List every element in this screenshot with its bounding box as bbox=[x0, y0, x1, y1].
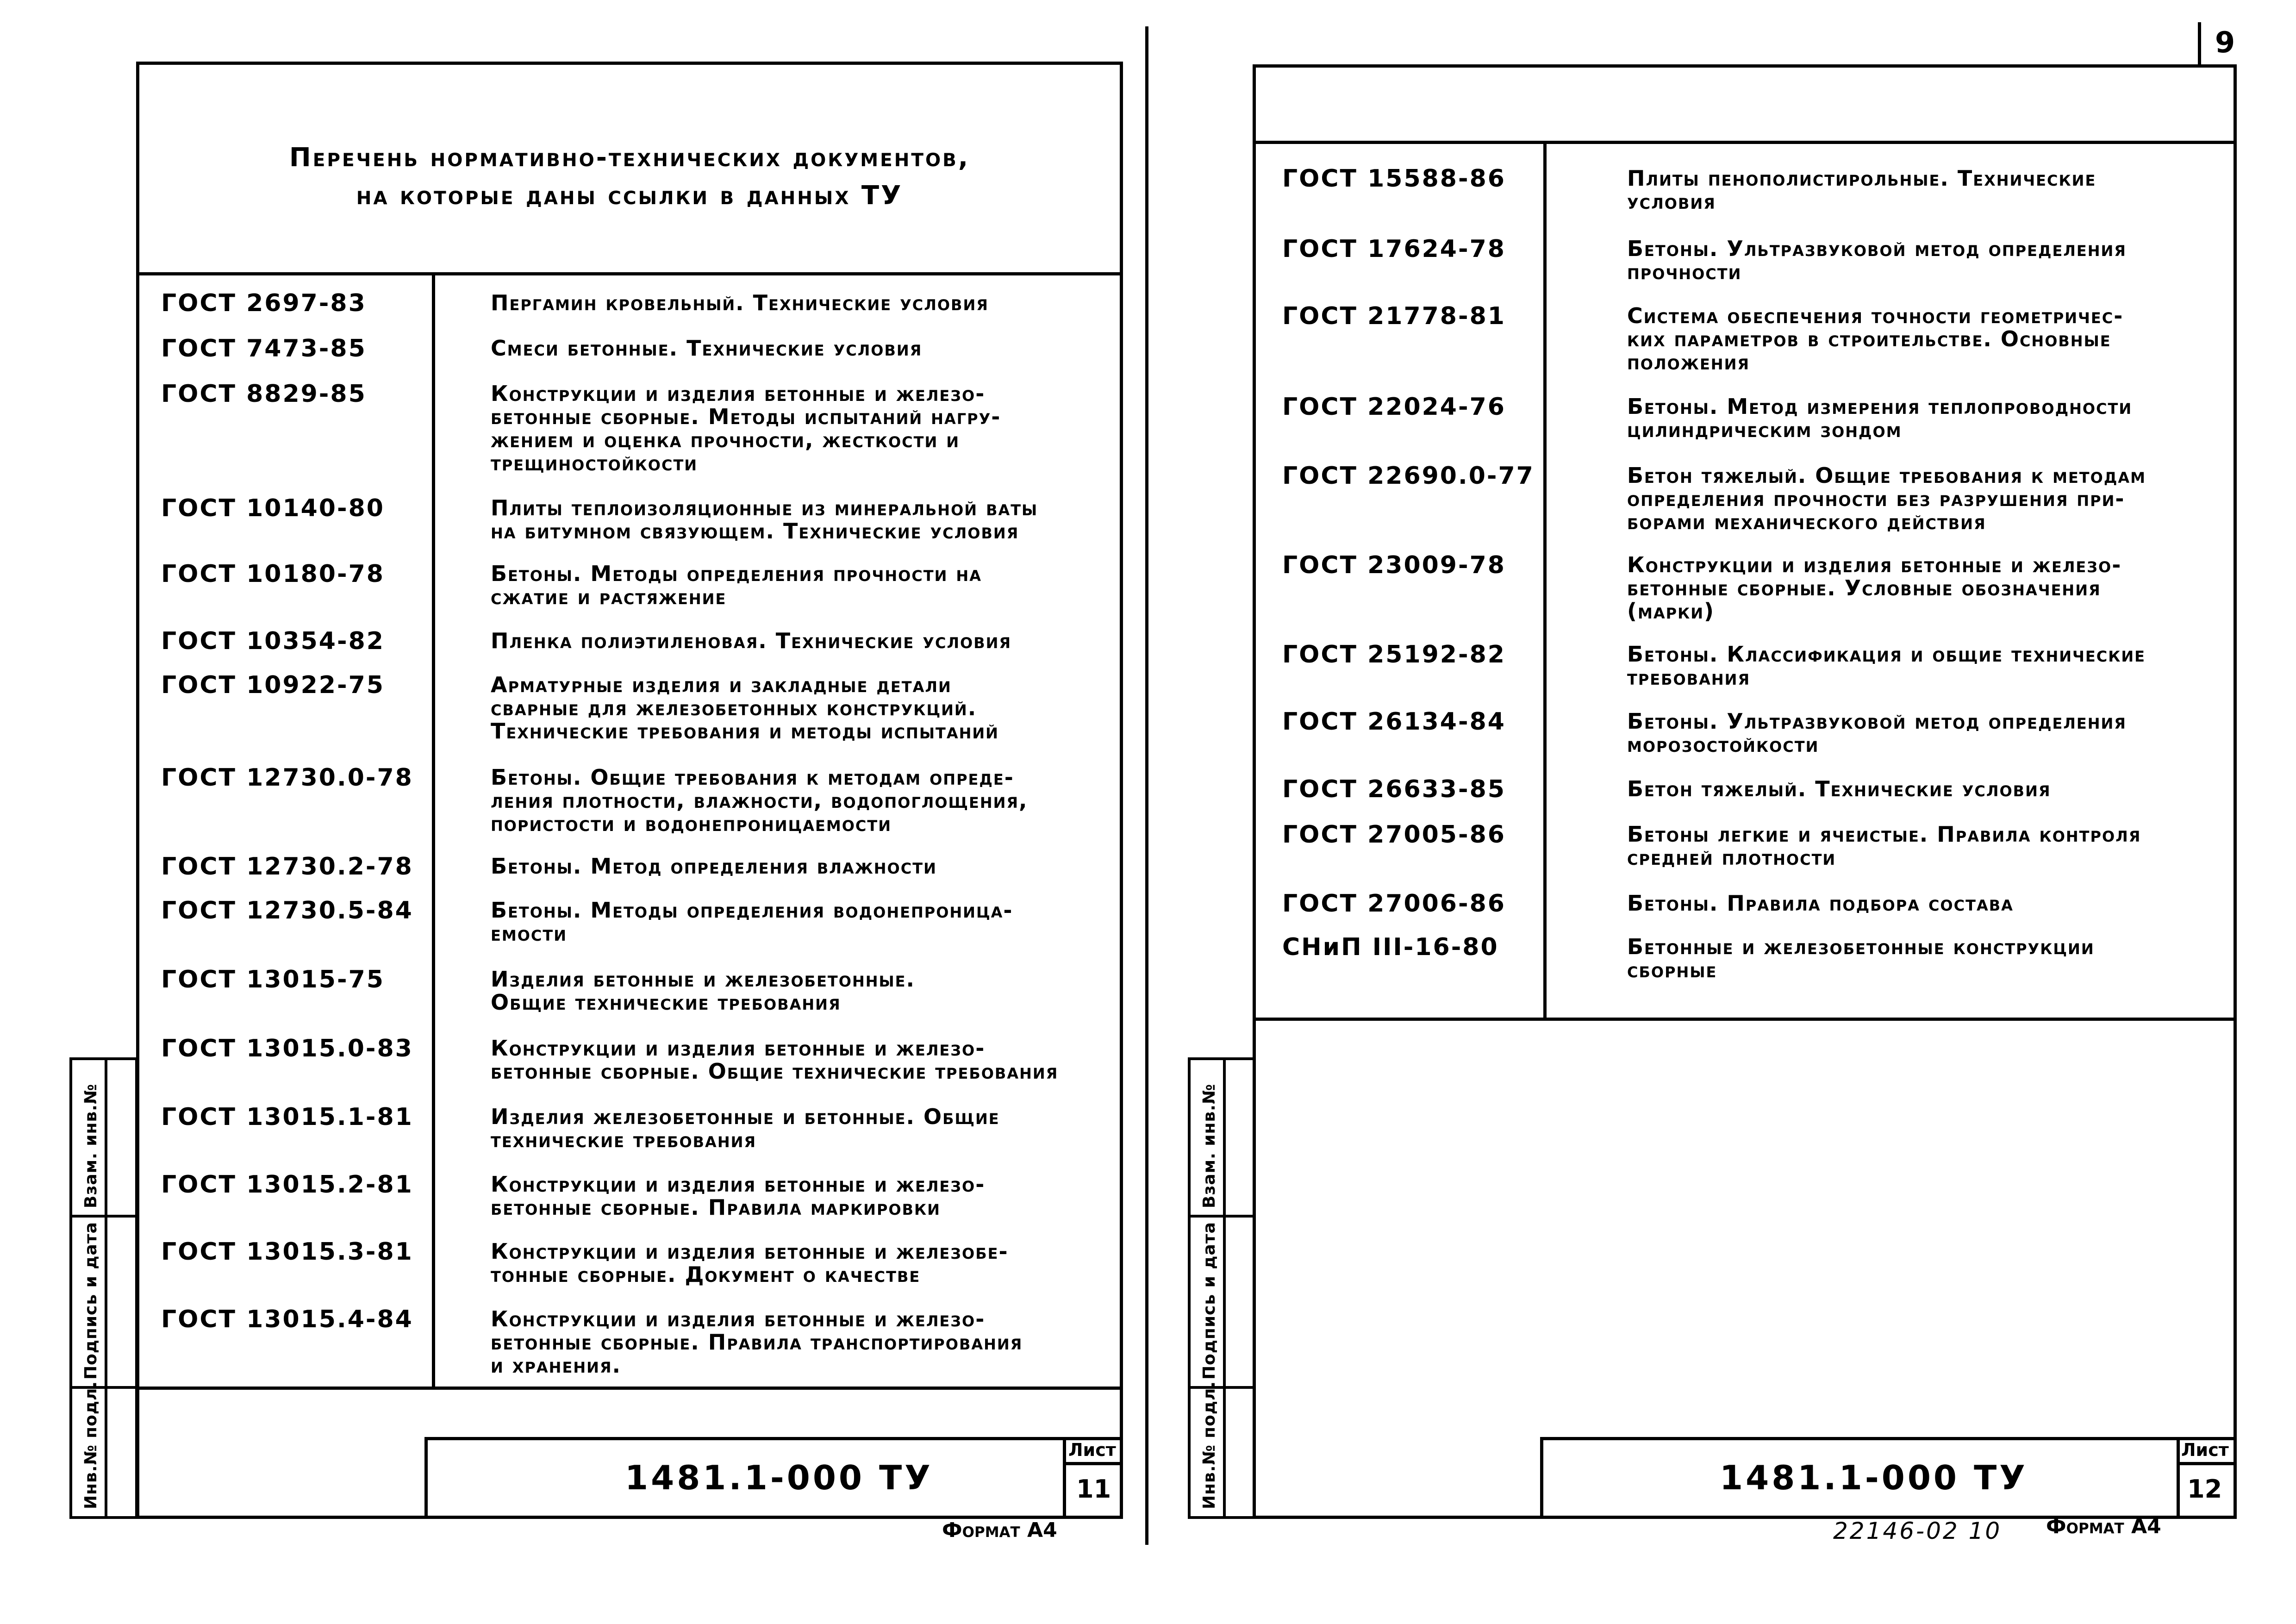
document-title-cell: Бетоны. Метод измерения теплопроводности цилиндрическим зондом bbox=[1627, 394, 2133, 442]
document-title-cell: Бетоны. Общие требования к методам опреде- ления плотности, влажности, водопоглощения, пористости и водонепроницаемости bbox=[491, 765, 1028, 836]
document-title-cell: Бетон тяжелый. Технические условия bbox=[1627, 776, 2051, 801]
document-code: ГОСТ 22690.0-77 bbox=[1282, 462, 1535, 490]
document-code: СНиП III-16-80 bbox=[1282, 933, 1499, 961]
document-title-cell: Бетоны. Методы определения водонепроница- емости bbox=[491, 898, 1013, 946]
document-code: ГОСТ 10180-78 bbox=[161, 560, 385, 588]
document-code: ГОСТ 23009-78 bbox=[1282, 551, 1506, 579]
sheet-number: 12 bbox=[2187, 1474, 2222, 1504]
side-stamp-divider bbox=[105, 1060, 107, 1516]
sheet-number: 11 bbox=[1076, 1474, 1111, 1504]
document-code: ГОСТ 7473-85 bbox=[161, 335, 367, 362]
archive-number: 22146-02 10 bbox=[1833, 1518, 2002, 1544]
table-bottom-line bbox=[136, 1387, 1123, 1390]
side-label-vzam: Взам. инв.№ bbox=[81, 1083, 100, 1208]
document-code: ГОСТ 17624-78 bbox=[1282, 235, 1506, 263]
document-code: ГОСТ 8829-85 bbox=[161, 380, 367, 408]
document-title-cell: Бетоны. Методы определения прочности на сжатие и растяжение bbox=[491, 561, 982, 609]
document-code: ГОСТ 13015.1-81 bbox=[161, 1103, 413, 1131]
table-column-divider bbox=[432, 272, 435, 1389]
document-title-cell: Конструкции и изделия бетонные и железо- бетонные сборные. Общие технические требования bbox=[491, 1036, 1059, 1084]
document-title-cell: Бетонные и железобетонные конструкции сборные bbox=[1627, 934, 2095, 982]
document-code: ГОСТ 21778-81 bbox=[1282, 302, 1506, 330]
document-title: Перечень нормативно-технических документов, на которые даны ссылки в данных ТУ bbox=[289, 143, 970, 211]
table-bottom-line bbox=[1253, 1018, 2237, 1021]
document-code: ГОСТ 13015.4-84 bbox=[161, 1305, 413, 1333]
side-label-podpis: Подпись и дата bbox=[81, 1222, 100, 1380]
document-code: ГОСТ 27006-86 bbox=[1282, 890, 1506, 918]
document-code: ГОСТ 2697-83 bbox=[161, 289, 367, 317]
document-code: ГОСТ 26134-84 bbox=[1282, 708, 1506, 736]
document-title-cell: Плиты пенополистирольные. Технические условия bbox=[1627, 166, 2096, 214]
title-block-divider bbox=[2177, 1437, 2180, 1519]
title-block-sheet-line bbox=[1063, 1462, 1123, 1465]
document-title-cell: Конструкции и изделия бетонные и железо- бетонные сборные. Правила транспортирования и хранения. bbox=[491, 1306, 1023, 1378]
right-side-stamp bbox=[1188, 1057, 1255, 1519]
document-code: ГОСТ 12730.5-84 bbox=[161, 897, 413, 924]
side-cell-podpis bbox=[72, 1218, 135, 1389]
document-code: ГОСТ 25192-82 bbox=[1282, 641, 1506, 668]
table-column-divider bbox=[1543, 141, 1547, 1020]
document-title-cell: Система обеспечения точности геометричес- ких параметров в строительстве. Основные положения bbox=[1627, 303, 2124, 375]
document-code: ГОСТ 13015.3-81 bbox=[161, 1238, 413, 1266]
document-title-cell: Бетоны. Метод определения влажности bbox=[491, 854, 937, 879]
page-number-line bbox=[2198, 22, 2201, 65]
side-label-inv: Инв.№ подл. bbox=[1200, 1380, 1219, 1509]
document-code: ГОСТ 13015.2-81 bbox=[161, 1171, 413, 1199]
side-label-vzam: Взам. инв.№ bbox=[1200, 1083, 1219, 1208]
side-label-inv: Инв.№ подл. bbox=[81, 1380, 100, 1509]
document-code: ГОСТ 12730.2-78 bbox=[161, 853, 413, 881]
document-title-cell: Конструкции и изделия бетонные и железо- бетонные сборные. Правила маркировки bbox=[491, 1172, 986, 1220]
document-code: ГОСТ 13015-75 bbox=[161, 966, 385, 993]
format-label: Формат А4 bbox=[942, 1518, 1057, 1542]
document-title-cell: Пергамин кровельный. Технические условия bbox=[491, 290, 989, 315]
document-title-cell: Бетоны. Классификация и общие технические требования bbox=[1627, 642, 2146, 690]
document-title-cell: Арматурные изделия и закладные детали сварные для железобетонных конструкций. Технические требования и методы испытаний bbox=[491, 672, 999, 743]
document-title-cell: Бетоны легкие и ячеистые. Правила контроля средней плотности bbox=[1627, 822, 2141, 870]
document-title-cell: Изделия бетонные и железобетонные. Общие технические требования bbox=[491, 967, 916, 1015]
document-title-cell: Смеси бетонные. Технические условия bbox=[491, 336, 923, 361]
document-number: 1481.1-000 ТУ bbox=[625, 1458, 933, 1497]
document-code: ГОСТ 22024-76 bbox=[1282, 393, 1506, 421]
document-title-cell: Плиты теплоизоляционные из минеральной ваты на битумном связующем. Технические условия bbox=[491, 495, 1038, 543]
document-title-cell: Бетоны. Правила подбора состава bbox=[1627, 891, 2014, 916]
side-cell-podpis bbox=[1191, 1218, 1253, 1389]
format-label: Формат А4 bbox=[2046, 1515, 2161, 1538]
document-code: ГОСТ 13015.0-83 bbox=[161, 1035, 413, 1062]
document-title-cell: Бетон тяжелый. Общие требования к методам определения прочности без разрушения при- борами механического действия bbox=[1627, 463, 2146, 534]
document-code: ГОСТ 10922-75 bbox=[161, 671, 385, 699]
document-title-cell: Бетоны. Ультразвуковой метод определения прочности bbox=[1627, 236, 2127, 284]
document-title-cell: Изделия железобетонные и бетонные. Общие технические требования bbox=[491, 1104, 1000, 1152]
table-top-line bbox=[136, 272, 1123, 275]
document-title-cell: Конструкции и изделия бетонные и железобе- тонные сборные. Документ о качестве bbox=[491, 1239, 1009, 1287]
sheet-label: Лист bbox=[1068, 1440, 1116, 1460]
side-stamp-divider bbox=[1223, 1060, 1226, 1516]
side-cell-vzam bbox=[72, 1060, 135, 1218]
side-label-podpis: Подпись и дата bbox=[1200, 1222, 1219, 1380]
side-cell-vzam bbox=[1191, 1060, 1253, 1218]
document-code: ГОСТ 10140-80 bbox=[161, 494, 385, 522]
document-code: ГОСТ 27005-86 bbox=[1282, 821, 1506, 849]
title-block-sheet-line bbox=[2177, 1462, 2237, 1465]
title-block-divider bbox=[1063, 1437, 1066, 1519]
document-title-cell: Конструкции и изделия бетонные и железо- бетонные сборные. Условные обозначения (марки) bbox=[1627, 552, 2122, 624]
document-code: ГОСТ 15588-86 bbox=[1282, 165, 1506, 193]
sheet-divider bbox=[1145, 26, 1148, 1545]
document-code: ГОСТ 12730.0-78 bbox=[161, 764, 413, 792]
sheet-label: Лист bbox=[2181, 1440, 2229, 1460]
document-code: ГОСТ 26633-85 bbox=[1282, 775, 1506, 803]
document-title-cell: Бетоны. Ультразвуковой метод определения морозостойкости bbox=[1627, 709, 2127, 757]
document-number: 1481.1-000 ТУ bbox=[1720, 1458, 2028, 1497]
document-title-cell: Пленка полиэтиленовая. Технические условия bbox=[491, 628, 1012, 653]
page-number: 9 bbox=[2215, 25, 2235, 59]
document-code: ГОСТ 10354-82 bbox=[161, 627, 385, 655]
left-side-stamp bbox=[69, 1057, 138, 1519]
document-title-cell: Конструкции и изделия бетонные и железо- бетонные сборные. Методы испытаний нагру- жением и оценка прочности, жесткости и трещиностойкости bbox=[491, 381, 1001, 475]
table-top-line bbox=[1253, 141, 2237, 144]
